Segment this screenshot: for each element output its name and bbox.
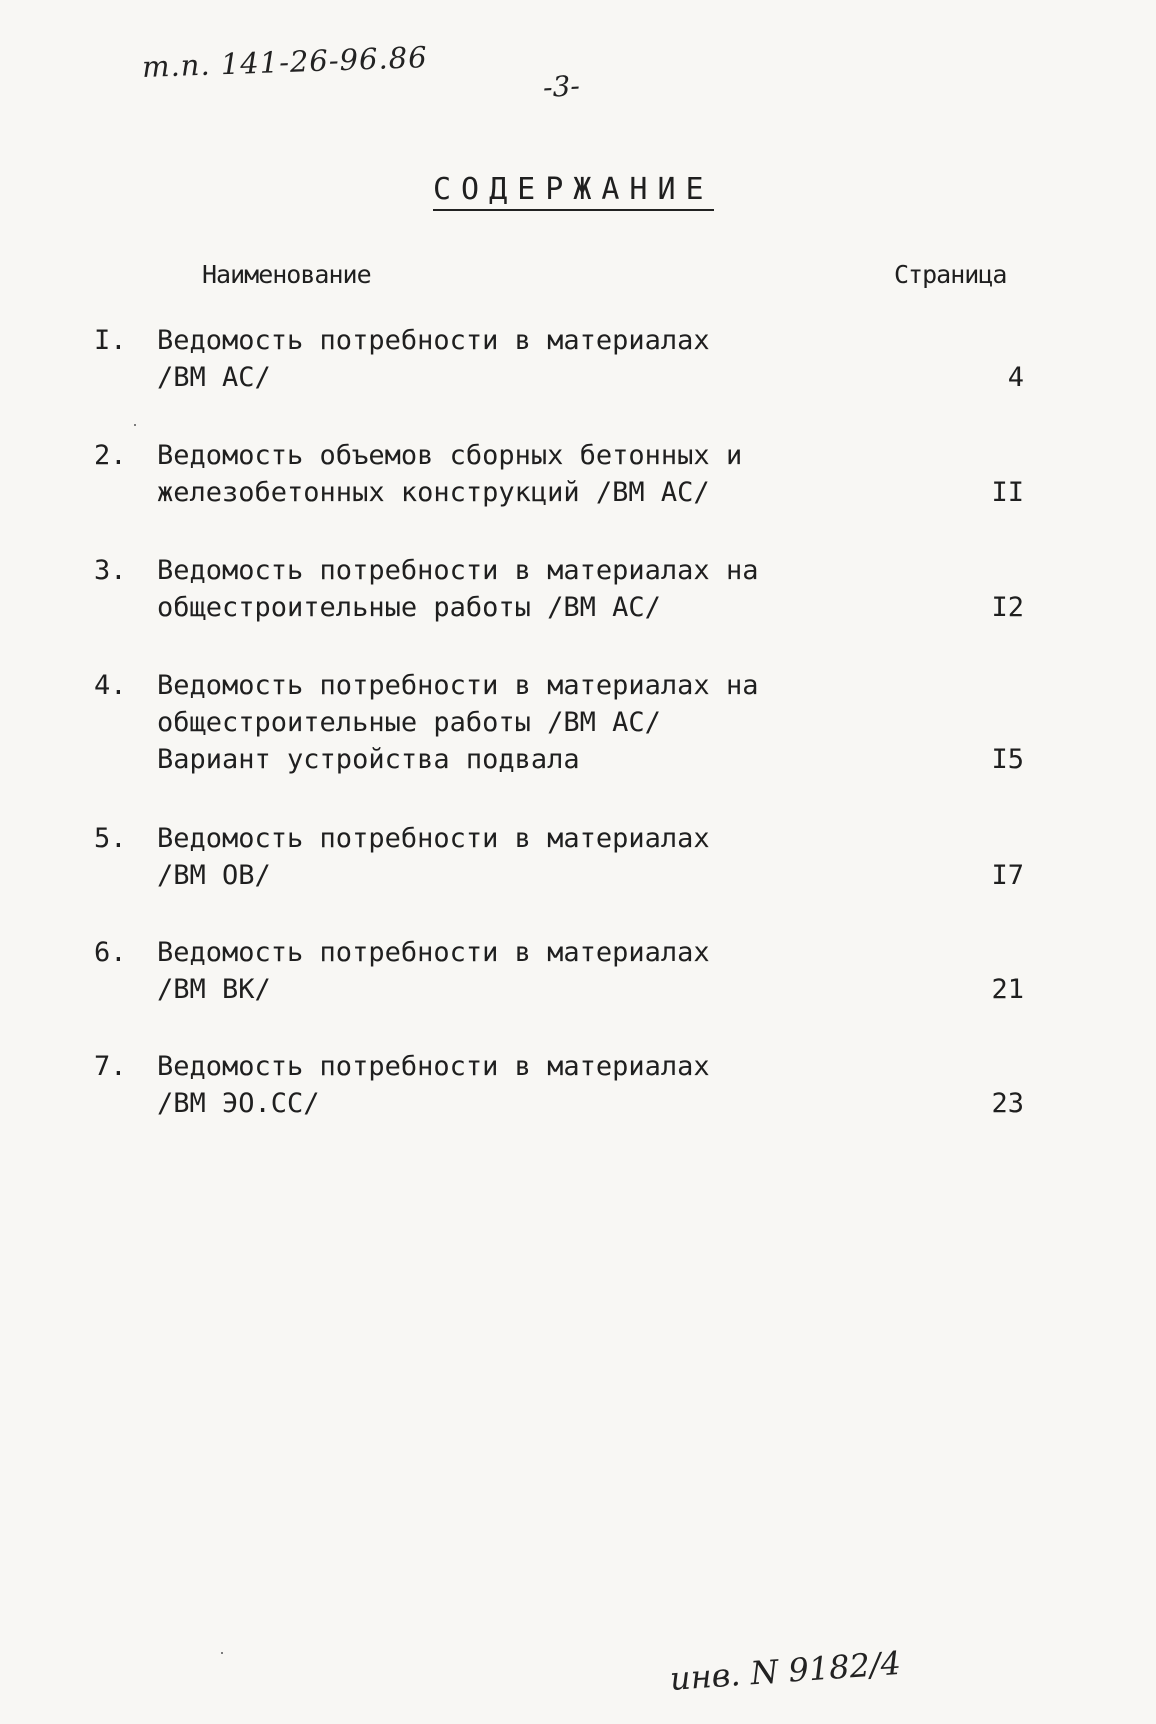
toc-entry-number: 5. bbox=[94, 823, 127, 854]
document-code: т.п. 141-26-96.86 bbox=[141, 40, 429, 84]
toc-entry-page: I2 bbox=[991, 592, 1024, 623]
toc-entry-line: /ВМ ЭО.СС/ bbox=[157, 1088, 320, 1119]
toc-entry-number: 4. bbox=[94, 670, 127, 701]
toc-entry-page: II bbox=[991, 477, 1024, 508]
toc-entry-number: 7. bbox=[94, 1051, 127, 1082]
toc-entry-page: I7 bbox=[991, 860, 1024, 891]
toc-entry-page: 4 bbox=[1007, 362, 1024, 393]
toc-entry-text bbox=[157, 1048, 877, 1122]
scan-speck bbox=[221, 1652, 223, 1654]
toc-entry-line: Вариант устройства подвала bbox=[157, 744, 580, 775]
toc-entry-number: 2. bbox=[94, 440, 127, 471]
toc-entry-line: Ведомость потребности в материалах bbox=[157, 1051, 710, 1082]
toc-entry-line: общестроительные работы /ВМ АС/ bbox=[157, 707, 661, 738]
toc-entry-line: общестроительные работы /ВМ АС/ bbox=[157, 592, 661, 623]
toc-entry-line: Ведомость потребности в материалах bbox=[157, 325, 710, 356]
toc-entry-line: /ВМ АС/ bbox=[157, 362, 271, 393]
toc-entry-number: 6. bbox=[94, 937, 127, 968]
toc-entry-line: Ведомость потребности в материалах на bbox=[157, 670, 759, 701]
toc-entry-number: 3. bbox=[94, 555, 127, 586]
toc-entry-text bbox=[157, 552, 877, 626]
toc-entry-number: I. bbox=[94, 325, 127, 356]
page-number: -3- bbox=[542, 69, 581, 104]
toc-entry-text bbox=[157, 934, 877, 1008]
toc-entry-page: I5 bbox=[991, 744, 1024, 775]
toc-entry-line: /ВМ ОВ/ bbox=[157, 860, 271, 891]
toc-entry-line: железобетонных конструкций /ВМ АС/ bbox=[157, 477, 710, 508]
toc-entry-line: Ведомость объемов сборных бетонных и bbox=[157, 440, 743, 471]
contents-title: СОДЕРЖАНИЕ bbox=[433, 172, 714, 211]
toc-entry-page: 21 bbox=[991, 974, 1024, 1005]
toc-entry-line: Ведомость потребности в материалах bbox=[157, 823, 710, 854]
toc-entry-line: Ведомость потребности в материалах на bbox=[157, 555, 759, 586]
toc-entry-line: Ведомость потребности в материалах bbox=[157, 937, 710, 968]
scan-speck bbox=[134, 424, 136, 426]
toc-entry-page: 23 bbox=[991, 1088, 1024, 1119]
column-header-page: Страница bbox=[894, 260, 1007, 289]
inventory-number: инв. N 9182/4 bbox=[668, 1643, 903, 1698]
toc-entry-text bbox=[157, 667, 877, 778]
toc-entry-text bbox=[157, 437, 877, 511]
toc-entry-text bbox=[157, 322, 877, 396]
toc-entry-text bbox=[157, 820, 877, 894]
toc-entry-line: /ВМ ВК/ bbox=[157, 974, 271, 1005]
column-header-name: Наименование bbox=[202, 260, 371, 289]
